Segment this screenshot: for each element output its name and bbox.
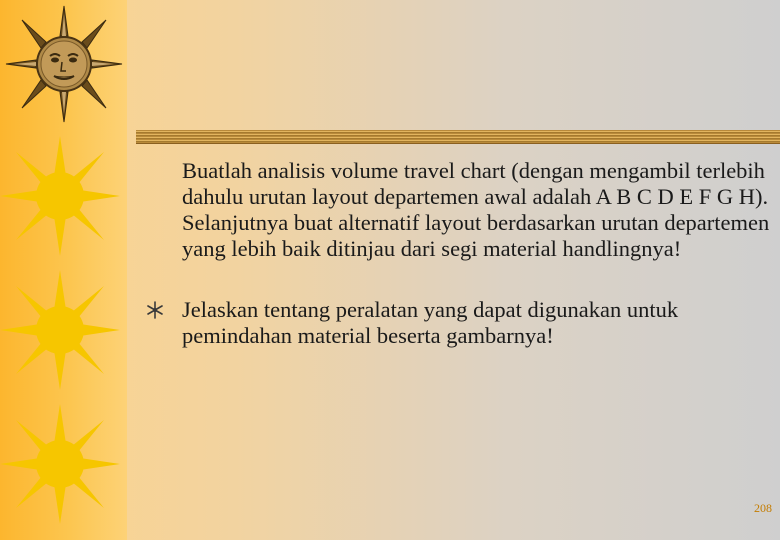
slide-body xyxy=(146,158,772,349)
sun-icon xyxy=(0,262,126,398)
list-item-text: Buatlah analisis volume travel chart (dengan mengambil terlebih dahulu urutan layout departemen awal adalah A B C D E F G H). Selanjutnya buat alternatif layout berdasarkan urutan departemen yang lebih baik ditinjau dari segi material handlingnya! xyxy=(182,158,770,261)
sun-icon xyxy=(0,396,126,532)
star-bullet-icon xyxy=(146,299,164,321)
title-divider-rule xyxy=(136,130,780,143)
list-item-text: Jelaskan tentang peralatan yang dapat digunakan untuk pemindahan material beserta gambarnya! xyxy=(182,297,679,348)
list-item xyxy=(146,158,772,262)
sun-face-icon xyxy=(2,2,128,126)
page-number: 208 xyxy=(754,501,772,515)
list-item xyxy=(146,297,772,349)
sun-icon xyxy=(0,128,126,264)
